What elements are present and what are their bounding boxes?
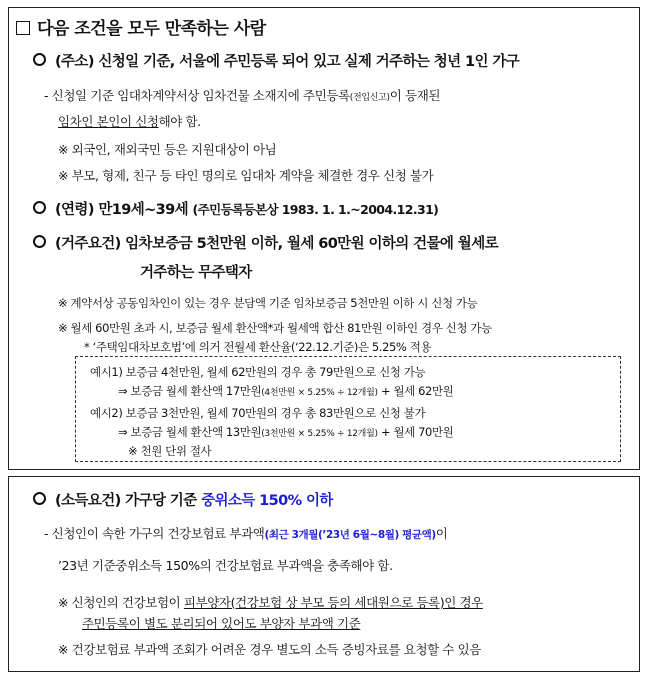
example2: 예시2) 보증금 3천만원, 월세 70만원의 경우 총 83만원으로 신청 불가 — [90, 406, 426, 420]
address-line1: - 신청일 기준 임대차계약서상 임차건물 소재지에 주민등록(전입신고)이 등재된 — [44, 88, 441, 103]
circle-bullet-icon — [33, 492, 46, 505]
age-heading: (연령) 만19세~39세 (주민등록등본상 1983. 1. 1.~2004.12.31) — [33, 198, 438, 219]
eligibility-title: 다음 조건을 모두 만족하는 사람 — [16, 14, 266, 39]
income-note2: ※ 건강보험료 부과액 조회가 어려운 경우 별도의 소득 증빙자료를 요청할 수 있음 — [58, 642, 481, 657]
circle-bullet-icon — [33, 53, 46, 66]
example1: 예시1) 보증금 4천만원, 월세 62만원의 경우 총 79만원으로 신청 가능 — [90, 365, 426, 379]
income-note1-cont: 주민등록이 별도 분리되어 있어도 부양자 부과액 기준 — [82, 616, 361, 631]
income-heading: (소득요건) 가구당 기준 중위소득 150% 이하 — [33, 489, 333, 510]
example2-calc: ⇒ 보증금 월세 환산액 13만원(3천만원 × 5.25% ÷ 12개월) + 월세 70만원 — [118, 425, 454, 439]
income-line1: - 신청인이 속한 가구의 건강보험료 부과액(최근 3개월(’23년 6월~8월) 평균액)이 — [44, 526, 448, 541]
example-note: ※ 천원 단위 절사 — [128, 444, 212, 458]
circle-bullet-icon — [33, 201, 46, 214]
address-note1: ※ 외국인, 재외국민 등은 지원대상이 아님 — [58, 142, 277, 157]
residence-note1: ※ 계약서상 공동임차인이 있는 경우 분담액 기준 임차보증금 5천만원 이하 시 신청 가능 — [58, 296, 478, 310]
circle-bullet-icon — [33, 235, 46, 248]
residence-note2: ※ 월세 60만원 초과 시, 보증금 월세 환산액*과 월세액 합산 81만원 이하인 경우 신청 가능 — [58, 321, 492, 335]
income-note1: ※ 신청인의 건강보험이 피부양자(건강보험 상 부모 등의 세대원으로 등록)인 경우 — [58, 595, 483, 610]
residence-heading: (거주요건) 임차보증금 5천만원 이하, 월세 60만원 이하의 건물에 월세로 — [33, 232, 498, 253]
example1-calc: ⇒ 보증금 월세 환산액 17만원(4천만원 × 5.25% ÷ 12개월) + 월세 62만원 — [118, 384, 454, 398]
income-line2: ’23년 기준중위소득 150%의 건강보험료 부과액을 충족해야 함. — [58, 558, 393, 573]
residence-heading-cont: 거주하는 무주택자 — [140, 265, 252, 281]
address-line2: 임차인 본인이 신청해야 함. — [58, 114, 201, 129]
checkbox-icon — [16, 21, 30, 35]
address-heading: (주소) 신청일 기준, 서울에 주민등록 되어 있고 실제 거주하는 청년 1인 가구 — [33, 50, 519, 71]
residence-footnote: * ‘주택임대차보호법’에 의거 전월세 환산율(‘22.12.기준)은 5.25% 적용 — [84, 340, 432, 354]
address-note2: ※ 부모, 형제, 친구 등 타인 명의로 임대차 계약을 체결한 경우 신청 불가 — [58, 168, 434, 183]
